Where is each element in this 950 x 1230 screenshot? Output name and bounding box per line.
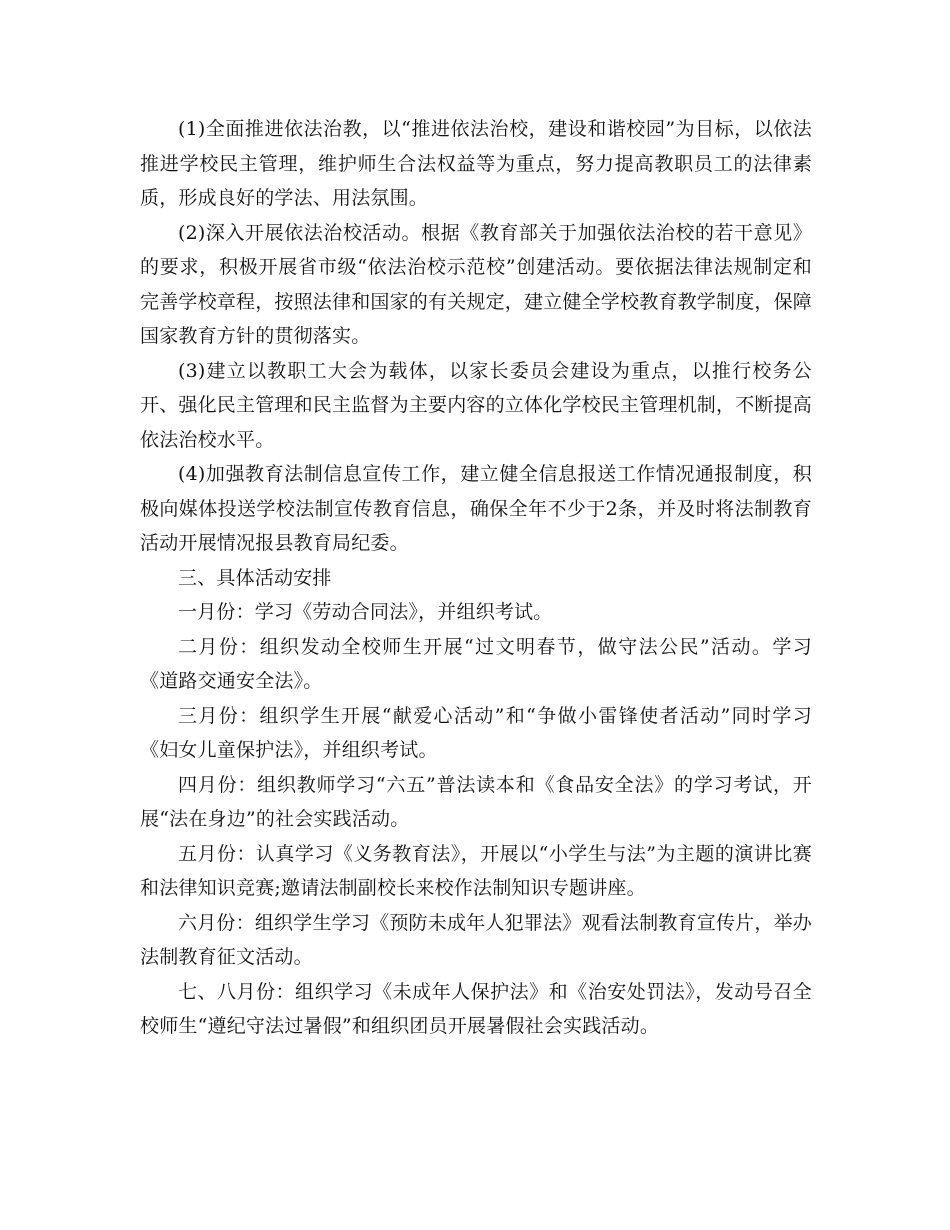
schedule-february: 二月份：组织发动全校师生开展“过文明春节，做守法公民”活动。学习《道路交通安全法》。 [140,635,812,692]
schedule-january: 一月份：学习《劳动合同法》，并组织考试。 [178,601,553,623]
schedule-april: 四月份：组织教师学习“六五”普法读本和《食品安全法》的学习考试，开展“法在身边”的社会实践活动。 [140,773,812,830]
paragraph-item-1: (1)全面推进依法治教，以“推进依法治校，建设和谐校园”为目标，以依法推进学校民主管理，维护师生合法权益等为重点，努力提高教职员工的法律素质，形成良好的学法、用法氛围。 [140,118,812,209]
paragraph-item-3: (3)建立以教职工大会为载体，以家长委员会建设为重点，以推行校务公开、强化民主管理和民主监督为主要内容的立体化学校民主管理机制，不断提高依法治校水平。 [140,359,813,451]
schedule-march: 三月份：组织学生开展“献爱心活动”和“争做小雷锋使者活动”同时学习《妇女儿童保护法》，并组织考试。 [140,704,812,761]
paragraph-item-4: (4)加强教育法制信息宣传工作，建立健全信息报送工作情况通报制度，积极向媒体投送学校法制宣传教育信息，确保全年不少于2条，并及时将法制教育活动开展情况报县教育局纪委。 [140,463,812,554]
document-body [140,112,812,1044]
schedule-may: 五月份：认真学习《义务教育法》，开展以“小学生与法”为主题的演讲比赛和法律知识竞赛;邀请法制副校长来校作法制知识专题讲座。 [140,842,812,899]
schedule-june: 六月份：组织学生学习《预防未成年人犯罪法》观看法制教育宣传片，举办法制教育征文活动。 [140,911,812,968]
schedule-july-august: 七、八月份：组织学习《未成年人保护法》和《治安处罚法》，发动号召全校师生“遵纪守法过暑假”和组织团员开展暑假社会实践活动。 [140,980,812,1037]
paragraph-item-2: (2)深入开展依法治校活动。根据《教育部关于加强依法治校的若干意见》的要求，积极开展省市级“依法治校示范校”创建活动。要依据法律法规制定和完善学校章程，按照法律和国家的有关规定，建立健全学校教育教学制度，保障国家教育方针的贯彻落实。 [140,221,813,347]
section-heading: 三、具体活动安排 [178,566,332,589]
